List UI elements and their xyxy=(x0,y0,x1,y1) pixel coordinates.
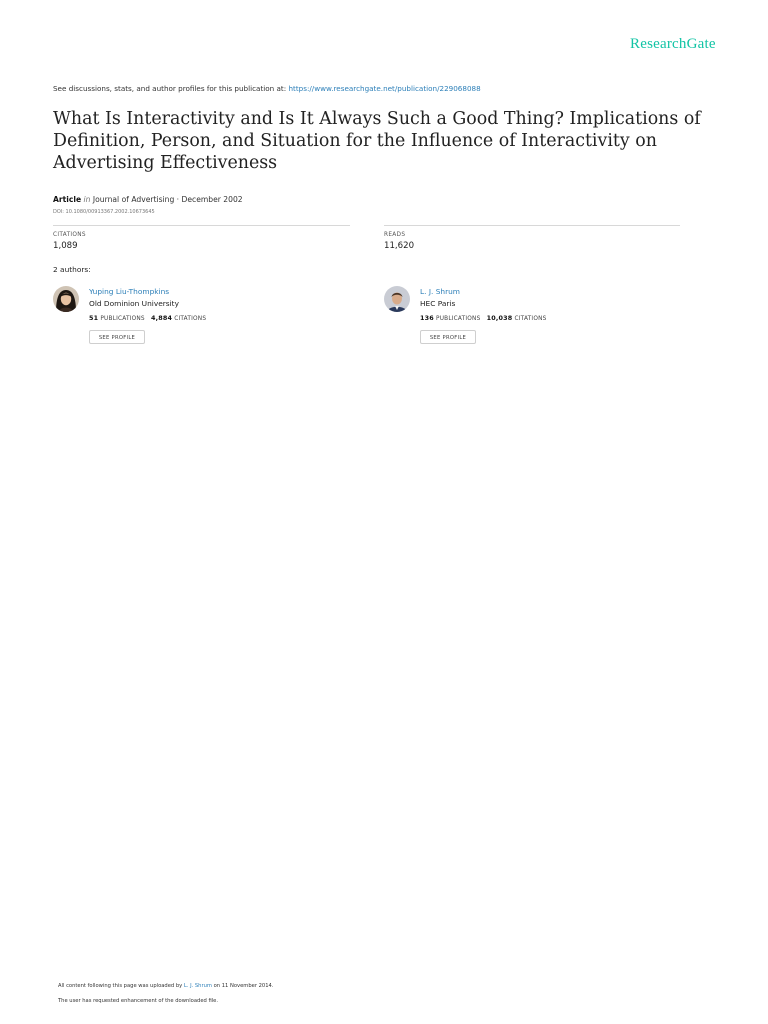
author-citations-label: CITATIONS xyxy=(174,316,207,322)
author-publications-count: 136 xyxy=(420,314,434,322)
author-name-link[interactable]: L. J. Shrum xyxy=(420,287,460,296)
journal-info: Journal of Advertising · December 2002 xyxy=(92,195,243,204)
author-citations-count: 10,038 xyxy=(486,314,513,322)
avatar[interactable] xyxy=(53,286,79,312)
researchgate-logo[interactable]: ResearchGate xyxy=(630,36,716,52)
upload-suffix: on 11 November 2014. xyxy=(213,983,274,989)
divider-right xyxy=(384,225,680,226)
author-publications-label: PUBLICATIONS xyxy=(100,316,145,322)
citations-label: CITATIONS xyxy=(53,232,86,238)
author-photo-2 xyxy=(384,286,410,312)
author-publications-label: PUBLICATIONS xyxy=(436,316,481,322)
see-profile-button[interactable]: SEE PROFILE xyxy=(89,330,145,344)
author-citations-label: CITATIONS xyxy=(514,316,547,322)
divider-left xyxy=(53,225,350,226)
publication-meta xyxy=(53,195,243,204)
author-stats xyxy=(420,314,547,322)
discussion-line xyxy=(53,84,481,93)
author-stats xyxy=(89,314,206,322)
enhancement-note: The user has requested enhancement of the downloaded file. xyxy=(58,998,219,1004)
article-type: Article xyxy=(53,195,82,204)
authors-heading: 2 authors: xyxy=(53,265,91,274)
upload-prefix: All content following this page was uploaded by xyxy=(58,983,183,989)
reads-value: 11,620 xyxy=(384,241,415,251)
avatar[interactable] xyxy=(384,286,410,312)
author-name-link[interactable]: Yuping Liu-Thompkins xyxy=(89,287,170,296)
publication-title: What Is Interactivity and Is It Always Such a Good Thing? Implications of Definition, Person, and Situation for the Influence of Interactivity on Advertising Effectiveness xyxy=(53,109,701,173)
in-label: in xyxy=(83,195,91,204)
uploader-link[interactable]: L. J. Shrum xyxy=(183,983,212,989)
author-photo-1 xyxy=(53,286,79,312)
reads-label: READS xyxy=(384,232,406,238)
see-profile-button[interactable]: SEE PROFILE xyxy=(420,330,476,344)
publication-url-link[interactable]: https://www.researchgate.net/publication/229068088 xyxy=(288,84,481,93)
discussion-text: See discussions, stats, and author profiles for this publication at: xyxy=(53,84,287,93)
author-institution: HEC Paris xyxy=(420,299,456,308)
author-citations-count: 4,884 xyxy=(150,314,173,322)
author-publications-count: 51 xyxy=(89,314,99,322)
citations-value: 1,089 xyxy=(53,241,78,251)
upload-note xyxy=(58,983,273,989)
doi: DOI: 10.1080/00913367.2002.10673645 xyxy=(53,209,155,215)
author-institution: Old Dominion University xyxy=(89,299,179,308)
